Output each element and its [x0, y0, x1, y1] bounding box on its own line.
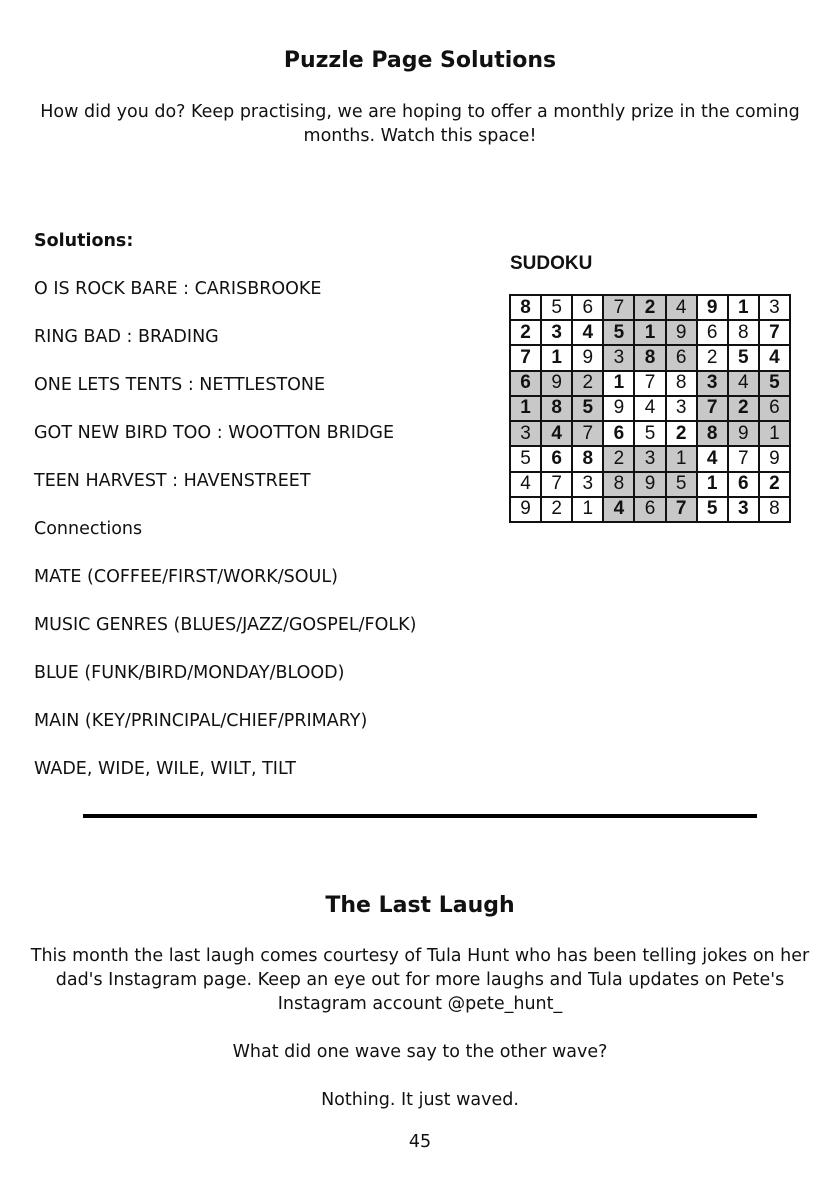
connection-solution: BLUE (FUNK/BIRD/MONDAY/BLOOD) — [34, 663, 345, 683]
anagram-solution: TEEN HARVEST : HAVENSTREET — [34, 471, 311, 491]
connection-solution: MAIN (KEY/PRINCIPAL/CHIEF/PRIMARY) — [34, 711, 368, 731]
solutions-heading: Solutions: — [34, 231, 134, 251]
sudoku-cell: 2 — [572, 371, 603, 396]
sudoku-cell: 8 — [666, 371, 697, 396]
sudoku-cell: 9 — [666, 320, 697, 345]
sudoku-cell: 4 — [510, 472, 541, 497]
sudoku-cell: 5 — [603, 320, 634, 345]
sudoku-cell: 8 — [634, 345, 665, 370]
sudoku-cell: 3 — [666, 396, 697, 421]
sudoku-cell: 9 — [697, 295, 728, 320]
sudoku-cell: 8 — [697, 421, 728, 446]
sudoku-grid — [509, 294, 791, 523]
sudoku-cell: 5 — [759, 371, 790, 396]
sudoku-cell: 9 — [728, 421, 759, 446]
last-laugh-intro: This month the last laugh comes courtesy of Tula Hunt who has been telling jokes on her dad's Instagram page. Keep an eye out for more laughs and Tula updates on Pete's Instagram account @pete_hunt_ — [30, 946, 810, 1014]
sudoku-cell: 4 — [603, 497, 634, 522]
sudoku-cell: 7 — [541, 472, 572, 497]
sudoku-cell: 1 — [572, 497, 603, 522]
connection-solution: MUSIC GENRES (BLUES/JAZZ/GOSPEL/FOLK) — [34, 615, 417, 635]
sudoku-cell: 3 — [603, 345, 634, 370]
sudoku-cell: 8 — [603, 472, 634, 497]
sudoku-cell: 4 — [666, 295, 697, 320]
last-laugh-title: The Last Laugh — [325, 893, 515, 918]
sudoku-cell: 2 — [759, 472, 790, 497]
sudoku-cell: 7 — [510, 345, 541, 370]
sudoku-cell: 3 — [728, 497, 759, 522]
sudoku-cell: 8 — [541, 396, 572, 421]
sudoku-cell: 9 — [759, 446, 790, 471]
sudoku-cell: 7 — [728, 446, 759, 471]
sudoku-cell: 5 — [510, 446, 541, 471]
sudoku-cell: 5 — [541, 295, 572, 320]
connection-solution: MATE (COFFEE/FIRST/WORK/SOUL) — [34, 567, 338, 587]
sudoku-cell: 1 — [634, 320, 665, 345]
sudoku-cell: 2 — [697, 345, 728, 370]
sudoku-cell: 9 — [572, 345, 603, 370]
sudoku-cell: 9 — [541, 371, 572, 396]
sudoku-cell: 5 — [666, 472, 697, 497]
anagram-solution: RING BAD : BRADING — [34, 327, 219, 347]
sudoku-cell: 5 — [697, 497, 728, 522]
sudoku-cell: 4 — [541, 421, 572, 446]
sudoku-cell: 7 — [697, 396, 728, 421]
sudoku-cell: 6 — [603, 421, 634, 446]
connections-label: Connections — [34, 519, 143, 539]
joke-question: What did one wave say to the other wave? — [232, 1042, 608, 1062]
sudoku-cell: 5 — [572, 396, 603, 421]
intro-text: How did you do? Keep practising, we are hoping to offer a monthly prize in the coming months. Watch this space! — [40, 102, 800, 146]
sudoku-cell: 6 — [728, 472, 759, 497]
sudoku-cell: 6 — [510, 371, 541, 396]
sudoku-cell: 7 — [759, 320, 790, 345]
sudoku-cell: 3 — [697, 371, 728, 396]
page-number: 45 — [408, 1132, 432, 1152]
sudoku-cell: 6 — [697, 320, 728, 345]
sudoku-cell: 1 — [759, 421, 790, 446]
section-divider — [83, 814, 757, 818]
sudoku-cell: 1 — [510, 396, 541, 421]
anagram-solution: O IS ROCK BARE : CARISBROOKE — [34, 279, 322, 299]
sudoku-cell: 8 — [728, 320, 759, 345]
sudoku-cell: 7 — [666, 497, 697, 522]
sudoku-cell: 9 — [510, 497, 541, 522]
sudoku-cell: 9 — [634, 472, 665, 497]
sudoku-cell: 2 — [603, 446, 634, 471]
sudoku-cell: 3 — [572, 472, 603, 497]
sudoku-cell: 3 — [759, 295, 790, 320]
sudoku-cell: 4 — [728, 371, 759, 396]
anagram-solution: ONE LETS TENTS : NETTLESTONE — [34, 375, 326, 395]
sudoku-cell: 1 — [603, 371, 634, 396]
sudoku-cell: 8 — [759, 497, 790, 522]
sudoku-cell: 7 — [634, 371, 665, 396]
anagram-solution: GOT NEW BIRD TOO : WOOTTON BRIDGE — [34, 423, 394, 443]
sudoku-cell: 6 — [759, 396, 790, 421]
sudoku-cell: 8 — [572, 446, 603, 471]
sudoku-cell: 3 — [634, 446, 665, 471]
sudoku-cell: 2 — [728, 396, 759, 421]
sudoku-cell: 5 — [634, 421, 665, 446]
sudoku-cell: 2 — [666, 421, 697, 446]
sudoku-cell: 6 — [541, 446, 572, 471]
sudoku-cell: 6 — [572, 295, 603, 320]
sudoku-cell: 4 — [759, 345, 790, 370]
sudoku-cell: 3 — [510, 421, 541, 446]
sudoku-cell: 6 — [634, 497, 665, 522]
sudoku-cell: 4 — [697, 446, 728, 471]
sudoku-cell: 1 — [666, 446, 697, 471]
sudoku-cell: 6 — [666, 345, 697, 370]
sudoku-cell: 7 — [572, 421, 603, 446]
sudoku-cell: 5 — [728, 345, 759, 370]
sudoku-cell: 3 — [541, 320, 572, 345]
sudoku-cell: 7 — [603, 295, 634, 320]
sudoku-cell: 1 — [541, 345, 572, 370]
sudoku-cell: 4 — [572, 320, 603, 345]
sudoku-cell: 8 — [510, 295, 541, 320]
sudoku-cell: 2 — [510, 320, 541, 345]
sudoku-cell: 4 — [634, 396, 665, 421]
sudoku-cell: 2 — [634, 295, 665, 320]
connection-solution: WADE, WIDE, WILE, WILT, TILT — [34, 759, 296, 779]
sudoku-cell: 1 — [697, 472, 728, 497]
sudoku-title: SUDOKU — [510, 253, 593, 274]
joke-answer: Nothing. It just waved. — [321, 1090, 519, 1110]
sudoku-cell: 1 — [728, 295, 759, 320]
page-title: Puzzle Page Solutions — [283, 48, 557, 73]
sudoku-cell: 9 — [603, 396, 634, 421]
sudoku-cell: 2 — [541, 497, 572, 522]
